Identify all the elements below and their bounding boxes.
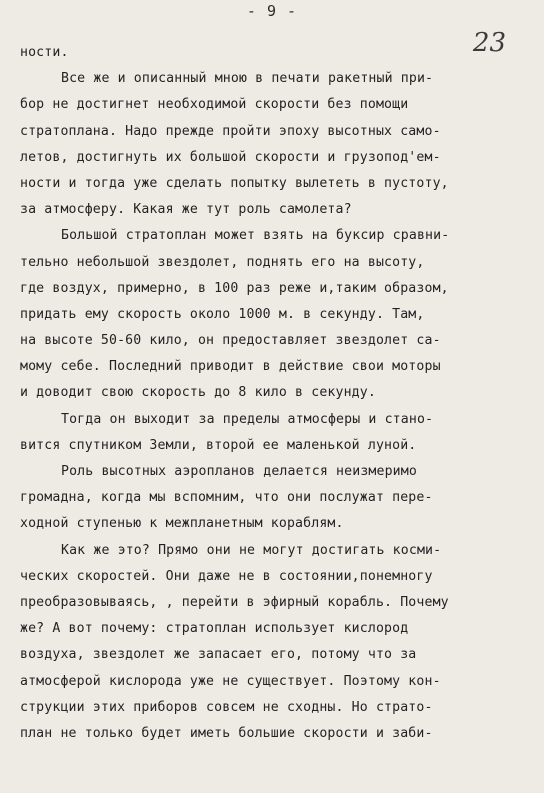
text-line: мому себе. Последний приводит в действие свои моторы (20, 359, 441, 375)
text-line: преобразовываясь, , перейти в эфирный корабль. Почему (20, 594, 449, 610)
text-line: придать ему скорость около 1000 м. в секунду. Там, (20, 306, 425, 322)
text-line: где воздух, примерно, в 100 раз реже и,таким образом, (20, 280, 449, 296)
text-line: и доводит свою скорость до 8 кило в секунду. (20, 385, 376, 401)
text-line: стратоплана. Надо прежде пройти эпоху высотных само- (20, 123, 441, 139)
text-line: ходной ступенью к межпланетным кораблям. (20, 516, 344, 532)
text-line: за атмосферу. Какая же тут роль самолета? (20, 202, 352, 218)
text-line: Роль высотных аэропланов делается неизмеримо (61, 464, 417, 479)
text-line: бор не достигнет необходимой скорости без помощи (20, 97, 409, 113)
text-line: Все же и описанный мною в печати ракетный при- (61, 71, 434, 87)
text-line: Как же это? Прямо они не могут достигать косми- (61, 542, 442, 558)
text-line: тельно небольшой звездолет, поднять его на высоту, (20, 254, 425, 270)
text-line: план не только будет иметь большие скорости и заби- (20, 725, 433, 741)
text-line: Тогда он выходит за пределы атмосферы и стано- (61, 411, 434, 427)
typewritten-body-text (20, 40, 540, 747)
text-line: вится спутником Земли, второй ее маленькой луной. (20, 437, 417, 453)
text-line: воздуха, звездолет же запасает его, потому что за (20, 647, 417, 663)
text-line: на высоте 50-60 кило, он предоставляет звездолет са- (20, 333, 441, 349)
text-line: громадна, когда мы вспомним, что они послужат пере- (20, 490, 433, 506)
page-number: - 9 - (246, 2, 298, 20)
text-line: ческих скоростей. Они даже не в состоянии,понемногу (20, 568, 433, 584)
text-line: ности. (20, 45, 69, 60)
text-line: струкции этих приборов совсем не сходны. Но страто- (20, 699, 433, 715)
text-line: атмосферой кислорода уже не существует. Поэтому кон- (20, 673, 441, 689)
text-line: летов, достигнуть их большой скорости и грузопод'ем- (20, 149, 441, 165)
text-line: же? А вот почему: стратоплан использует кислород (20, 621, 409, 637)
handwritten-folio-number: 23 (472, 28, 506, 58)
text-line: Большой стратоплан может взять на буксир сравни- (61, 228, 450, 244)
text-line: ности и тогда уже сделать попытку вылететь в пустоту, (20, 175, 449, 191)
